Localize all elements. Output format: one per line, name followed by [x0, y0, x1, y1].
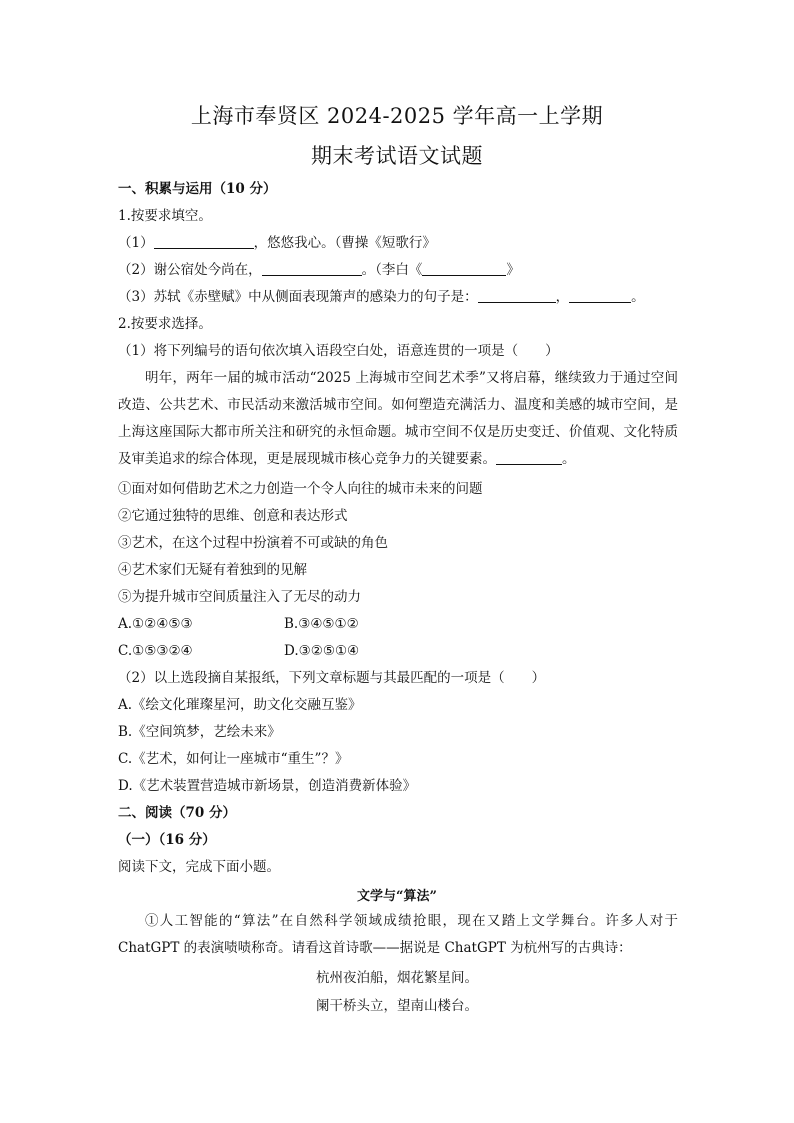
q2-option-a: A.①②④⑤③ — [118, 616, 193, 632]
part1-instruction: 阅读下文，完成下面小题。 — [118, 859, 280, 875]
q1-item3-blank1[interactable] — [478, 288, 556, 303]
q1-item3-end: 。 — [631, 289, 645, 305]
q2-passage-text: 明年，两年一届的城市活动“2025 上海城市空间艺术季”又将启幕，继续致力于通过空间改造、公共艺术、市民活动来激活城市空间。如何塑造充满活力、温度和美感的城市空间，是上海这座国际大都市所关注和研究的永恒命题。城市空间不仅是历史变迁、价值观、文化特质及审美追求的综合体现，更是展现城市核心竞争力的关键要素。 — [118, 370, 678, 467]
section2-heading: 二、阅读（70 分） — [118, 805, 236, 821]
q2-stem: 2.按要求选择。 — [118, 316, 212, 332]
article-para1: ①人工智能的“算法”在自然科学领域成绩抢眼，现在又踏上文学舞台。许多人对于 ChatGPT 的表演啧啧称奇。请看这首诗歌——据说是 ChatGPT 为杭州写的古典诗： — [118, 913, 678, 956]
exam-title-line2: 期末考试语文试题 — [311, 144, 483, 168]
q2-item-4: ④艺术家们无疑有着独到的见解 — [118, 562, 307, 578]
q2-sub1: （1）将下列编号的语句依次填入语段空白处，语意连贯的一项是（ ） — [118, 343, 559, 359]
q1-item1 — [118, 234, 436, 252]
q2-option-b: B.③④⑤①② — [284, 616, 359, 632]
title-option-c: C.《艺术，如何让一座城市“重生”？》 — [118, 751, 349, 767]
q1-item3 — [118, 288, 645, 306]
q1-item2-prefix: （2）谢公宿处今尚在， — [118, 262, 262, 278]
q1-stem: 1.按要求填空。 — [118, 208, 212, 224]
q2-item-2: ②它通过独特的思维、创意和表达形式 — [118, 508, 348, 524]
q1-item3-sep: ， — [555, 289, 570, 305]
q1-item1-suffix: ，悠悠我心。（曹操《短歌行》 — [253, 235, 436, 251]
q1-item1-blank[interactable] — [154, 234, 254, 249]
q1-item2-suffix: 》 — [506, 262, 520, 278]
q1-item2-mid: 。（李白《 — [361, 262, 423, 278]
q2-item-5: ⑤为提升城市空间质量注入了无尽的动力 — [118, 589, 361, 605]
exam-title-line1: 上海市奉贤区 2024-2025 学年高一上学期 — [190, 104, 604, 128]
q1-item2-title-blank[interactable] — [422, 261, 506, 276]
q2-item-1: ①面对如何借助艺术之力创造一个令人向往的城市未来的问题 — [118, 481, 483, 497]
q2-item-3: ③艺术，在这个过程中扮演着不可或缺的角色 — [118, 535, 388, 551]
q2-sub2: （2）以上选段摘自某报纸，下列文章标题与其最匹配的一项是（ ） — [118, 670, 546, 686]
q1-item2-blank[interactable] — [262, 261, 362, 276]
q2-passage-end: 。 — [562, 451, 576, 467]
q1-item3-blank2[interactable] — [569, 288, 631, 303]
part1-heading: （一）（16 分） — [118, 832, 216, 848]
q1-item2 — [118, 261, 520, 279]
section1-heading: 一、积累与运用（10 分） — [118, 181, 277, 197]
article-title: 文学与“算法” — [357, 889, 437, 904]
title-option-a: A.《绘文化璀璨星河，助文化交融互鉴》 — [118, 697, 362, 713]
q2-option-c: C.①⑤③②④ — [118, 643, 193, 659]
poem-line1: 杭州夜泊船，烟花繁星间。 — [316, 970, 478, 986]
q2-passage — [118, 365, 678, 473]
title-option-d: D.《艺术装置营造城市新场景，创造消费新体验》 — [118, 778, 417, 794]
poem-line2: 阑干桥头立，望南山楼台。 — [316, 998, 478, 1014]
title-option-b: B.《空间筑梦，艺绘未来》 — [118, 724, 281, 740]
q2-option-d: D.③②⑤①④ — [284, 643, 360, 659]
q1-item1-prefix: （1） — [118, 235, 154, 251]
q2-passage-blank[interactable] — [496, 450, 562, 465]
q1-item3-prefix: （3）苏轼《赤壁赋》中从侧面表现箫声的感染力的句子是： — [118, 289, 478, 305]
